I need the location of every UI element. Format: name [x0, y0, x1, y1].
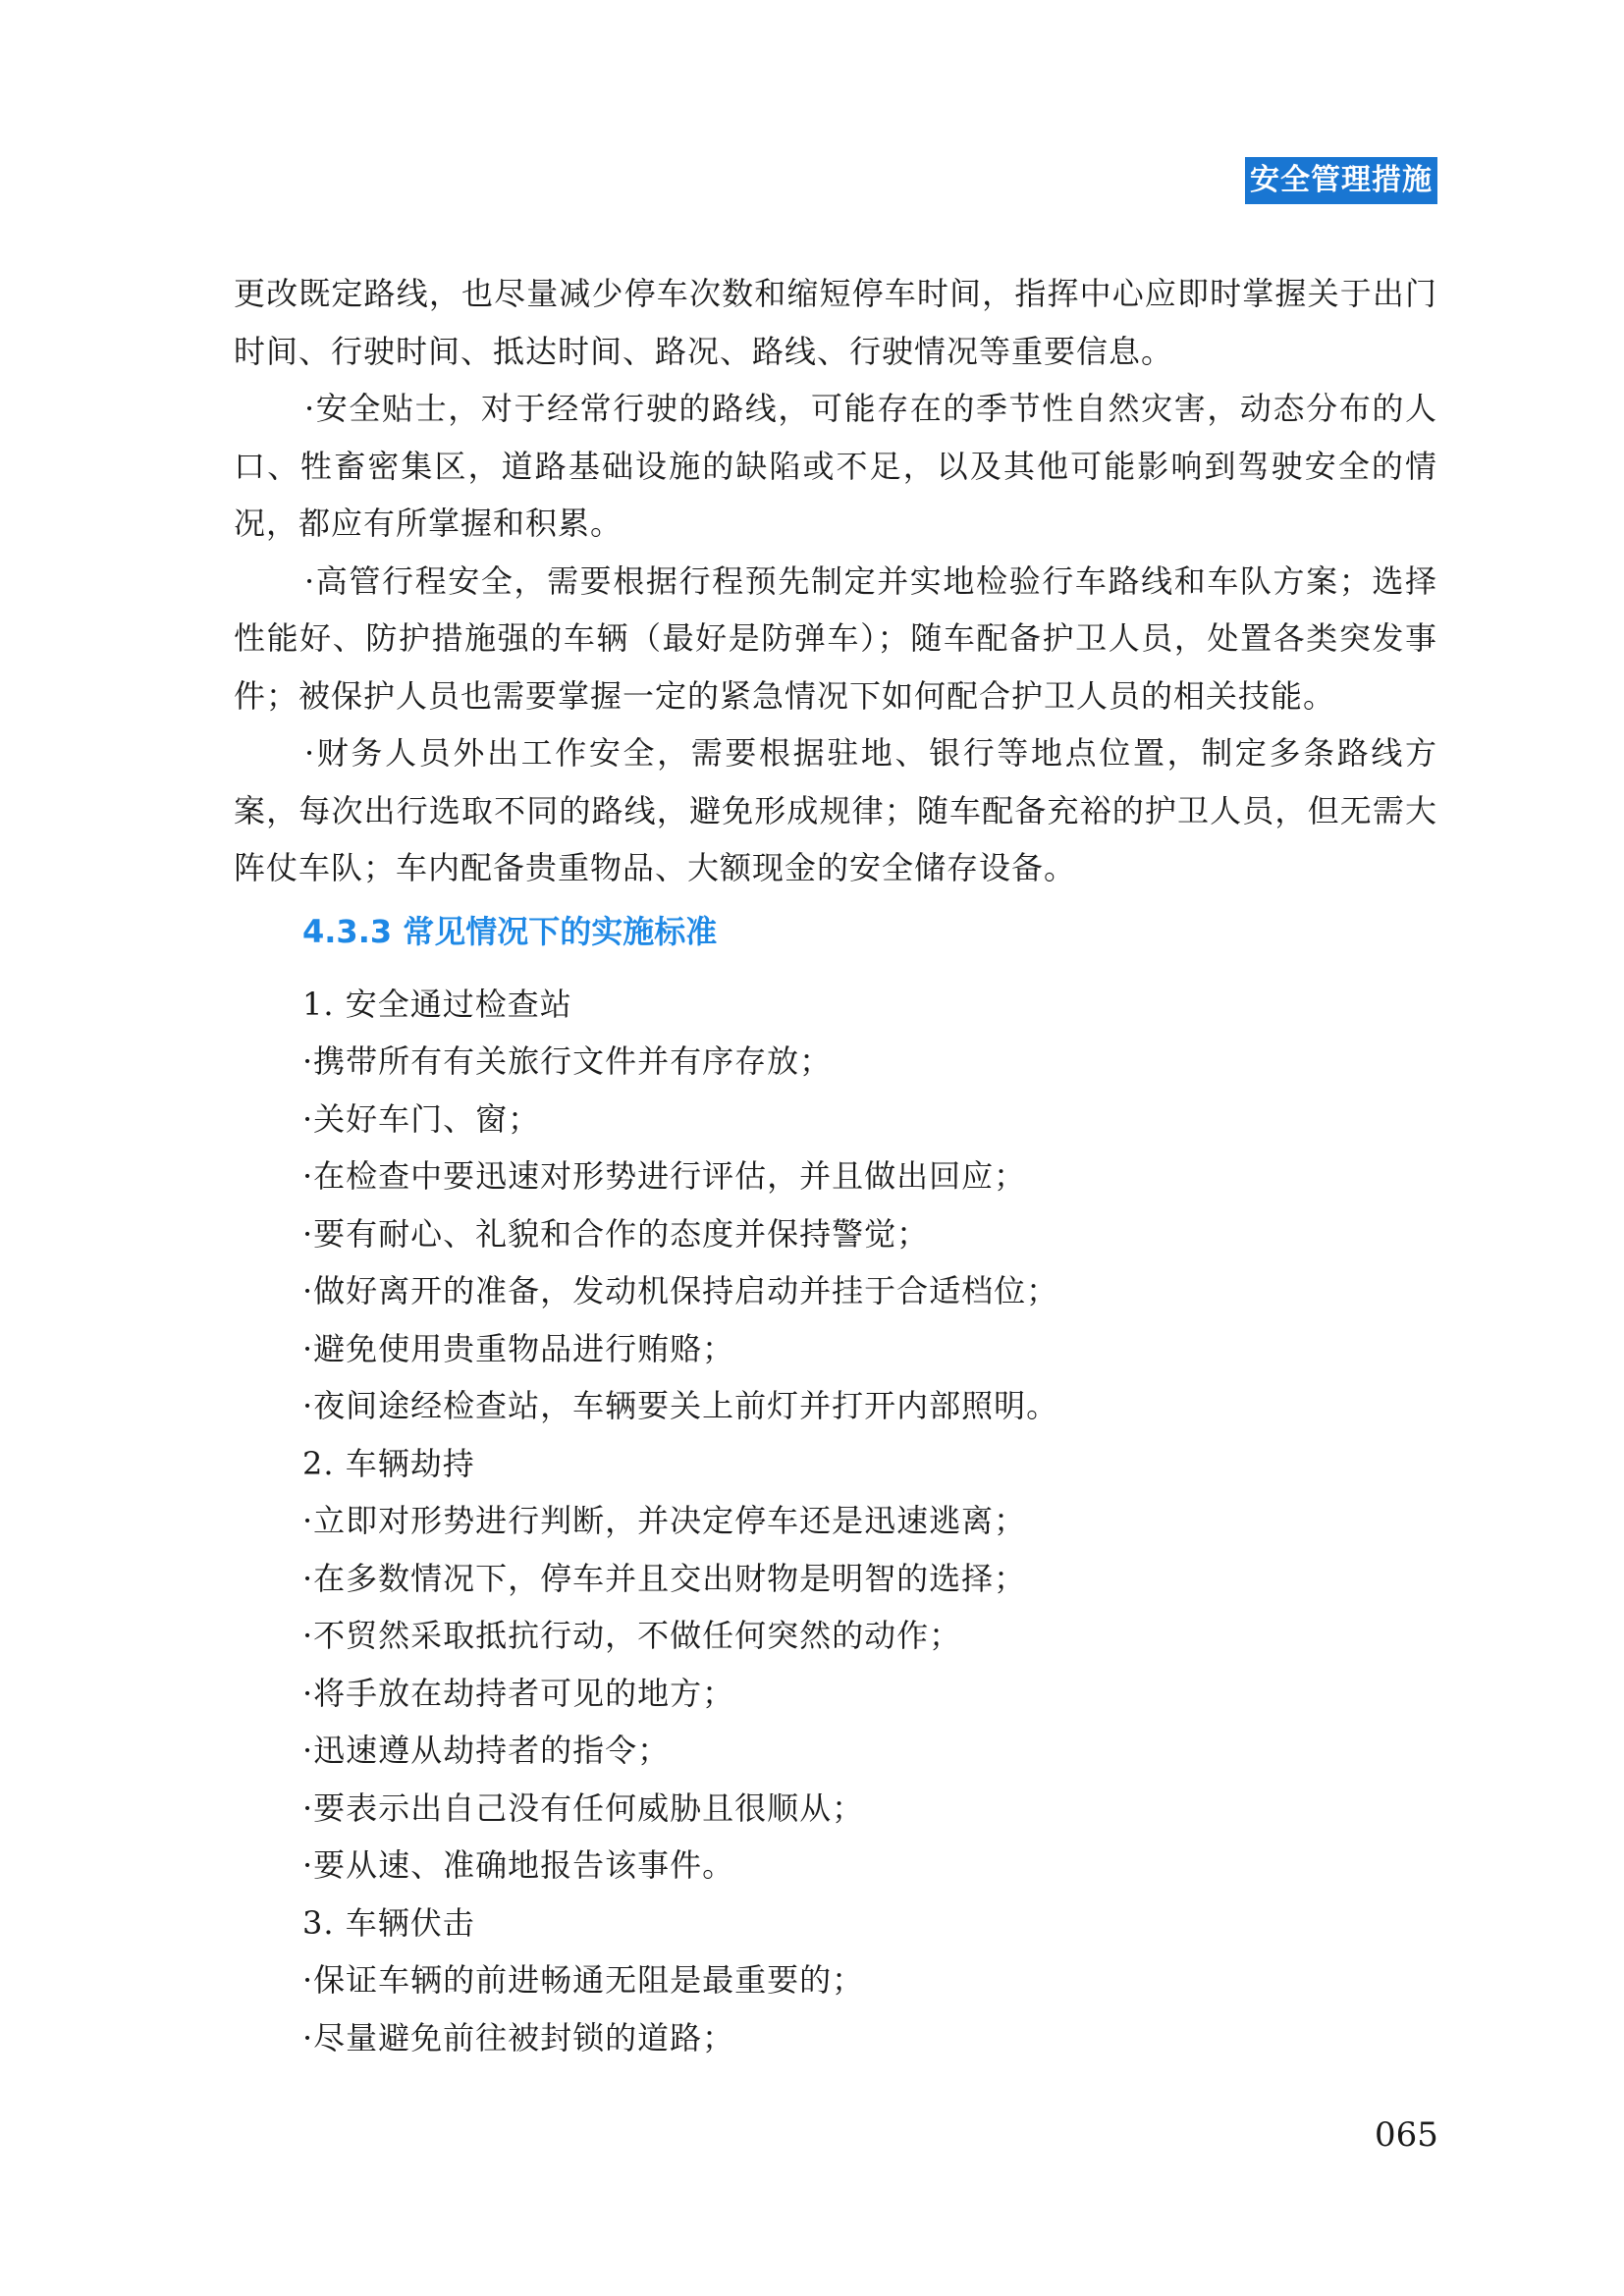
paragraph: ·高管行程安全，需要根据行程预先制定并实地检验行车路线和车队方案；选择性能好、防护措施强的车辆（最好是防弹车）；随车配备护卫人员，处置各类突发事件；被保护人员也需要掌握一定的紧急情况下如何配合护卫人员的相关技能。 [234, 561, 1437, 715]
list-title: 1. 安全通过检查站 [302, 985, 572, 1023]
paragraph: ·安全贴士，对于经常行驶的路线，可能存在的季节性自然灾害，动态分布的人口、牲畜密集区，道路基础设施的缺陷或不足，以及其他可能影响到驾驶安全的情况，都应有所掌握和积累。 [234, 390, 1437, 542]
page-number: 065 [1375, 2115, 1438, 2155]
list-item: ·要有耐心、礼貌和合作的态度并保持警觉； [302, 1214, 930, 1253]
list-ambush [234, 1895, 1437, 2067]
list-item: ·要从速、准确地报告该事件。 [302, 1846, 735, 1884]
list-item: ·做好离开的准备，发动机保持启动并挂于合适档位； [302, 1272, 1059, 1309]
list-item: ·避免使用贵重物品进行贿赂； [302, 1329, 735, 1367]
list-item: ·关好车门、窗； [302, 1099, 541, 1138]
list-item: ·尽量避免前往被封锁的道路； [302, 2018, 735, 2056]
paragraph: ·财务人员外出工作安全，需要根据驻地、银行等地点位置，制定多条路线方案，每次出行选取不同的路线，避免形成规律；随车配备充裕的护卫人员，但无需大阵仗车队；车内配备贵重物品、大额现金的安全储存设备。 [234, 734, 1437, 886]
list-item: ·在检查中要迅速对形势进行评估，并且做出回应； [302, 1157, 1027, 1195]
page-content [234, 265, 1437, 2066]
list-hijacking [234, 1435, 1437, 1895]
list-checkpoint [234, 976, 1437, 1435]
list-item: ·携带所有有关旅行文件并有序存放； [302, 1042, 833, 1080]
section-tag: 安全管理措施 [1245, 157, 1437, 204]
list-item: ·立即对形势进行判断，并决定停车还是迅速逃离； [302, 1502, 1027, 1539]
list-item: ·要表示出自己没有任何威胁且很顺从； [302, 1789, 865, 1827]
list-item: ·将手放在劫持者可见的地方； [302, 1674, 735, 1712]
section-heading: 4.3.3 常见情况下的实施标准 [302, 912, 718, 950]
list-item: ·保证车辆的前进畅通无阻是最重要的； [302, 1961, 865, 1999]
list-item: ·不贸然采取抵抗行动，不做任何突然的动作； [302, 1617, 962, 1654]
list-item: ·在多数情况下，停车并且交出财物是明智的选择； [302, 1559, 1027, 1597]
list-item: ·迅速遵从劫持者的指令； [302, 1732, 671, 1769]
list-item: ·夜间途经检查站，车辆要关上前灯并打开内部照明。 [302, 1387, 1059, 1424]
list-title: 2. 车辆劫持 [302, 1444, 475, 1482]
list-title: 3. 车辆伏击 [302, 1903, 475, 1942]
paragraph: 更改既定路线，也尽量减少停车次数和缩短停车时间，指挥中心应即时掌握关于出门时间、行驶时间、抵达时间、路况、路线、行驶情况等重要信息。 [234, 275, 1437, 370]
